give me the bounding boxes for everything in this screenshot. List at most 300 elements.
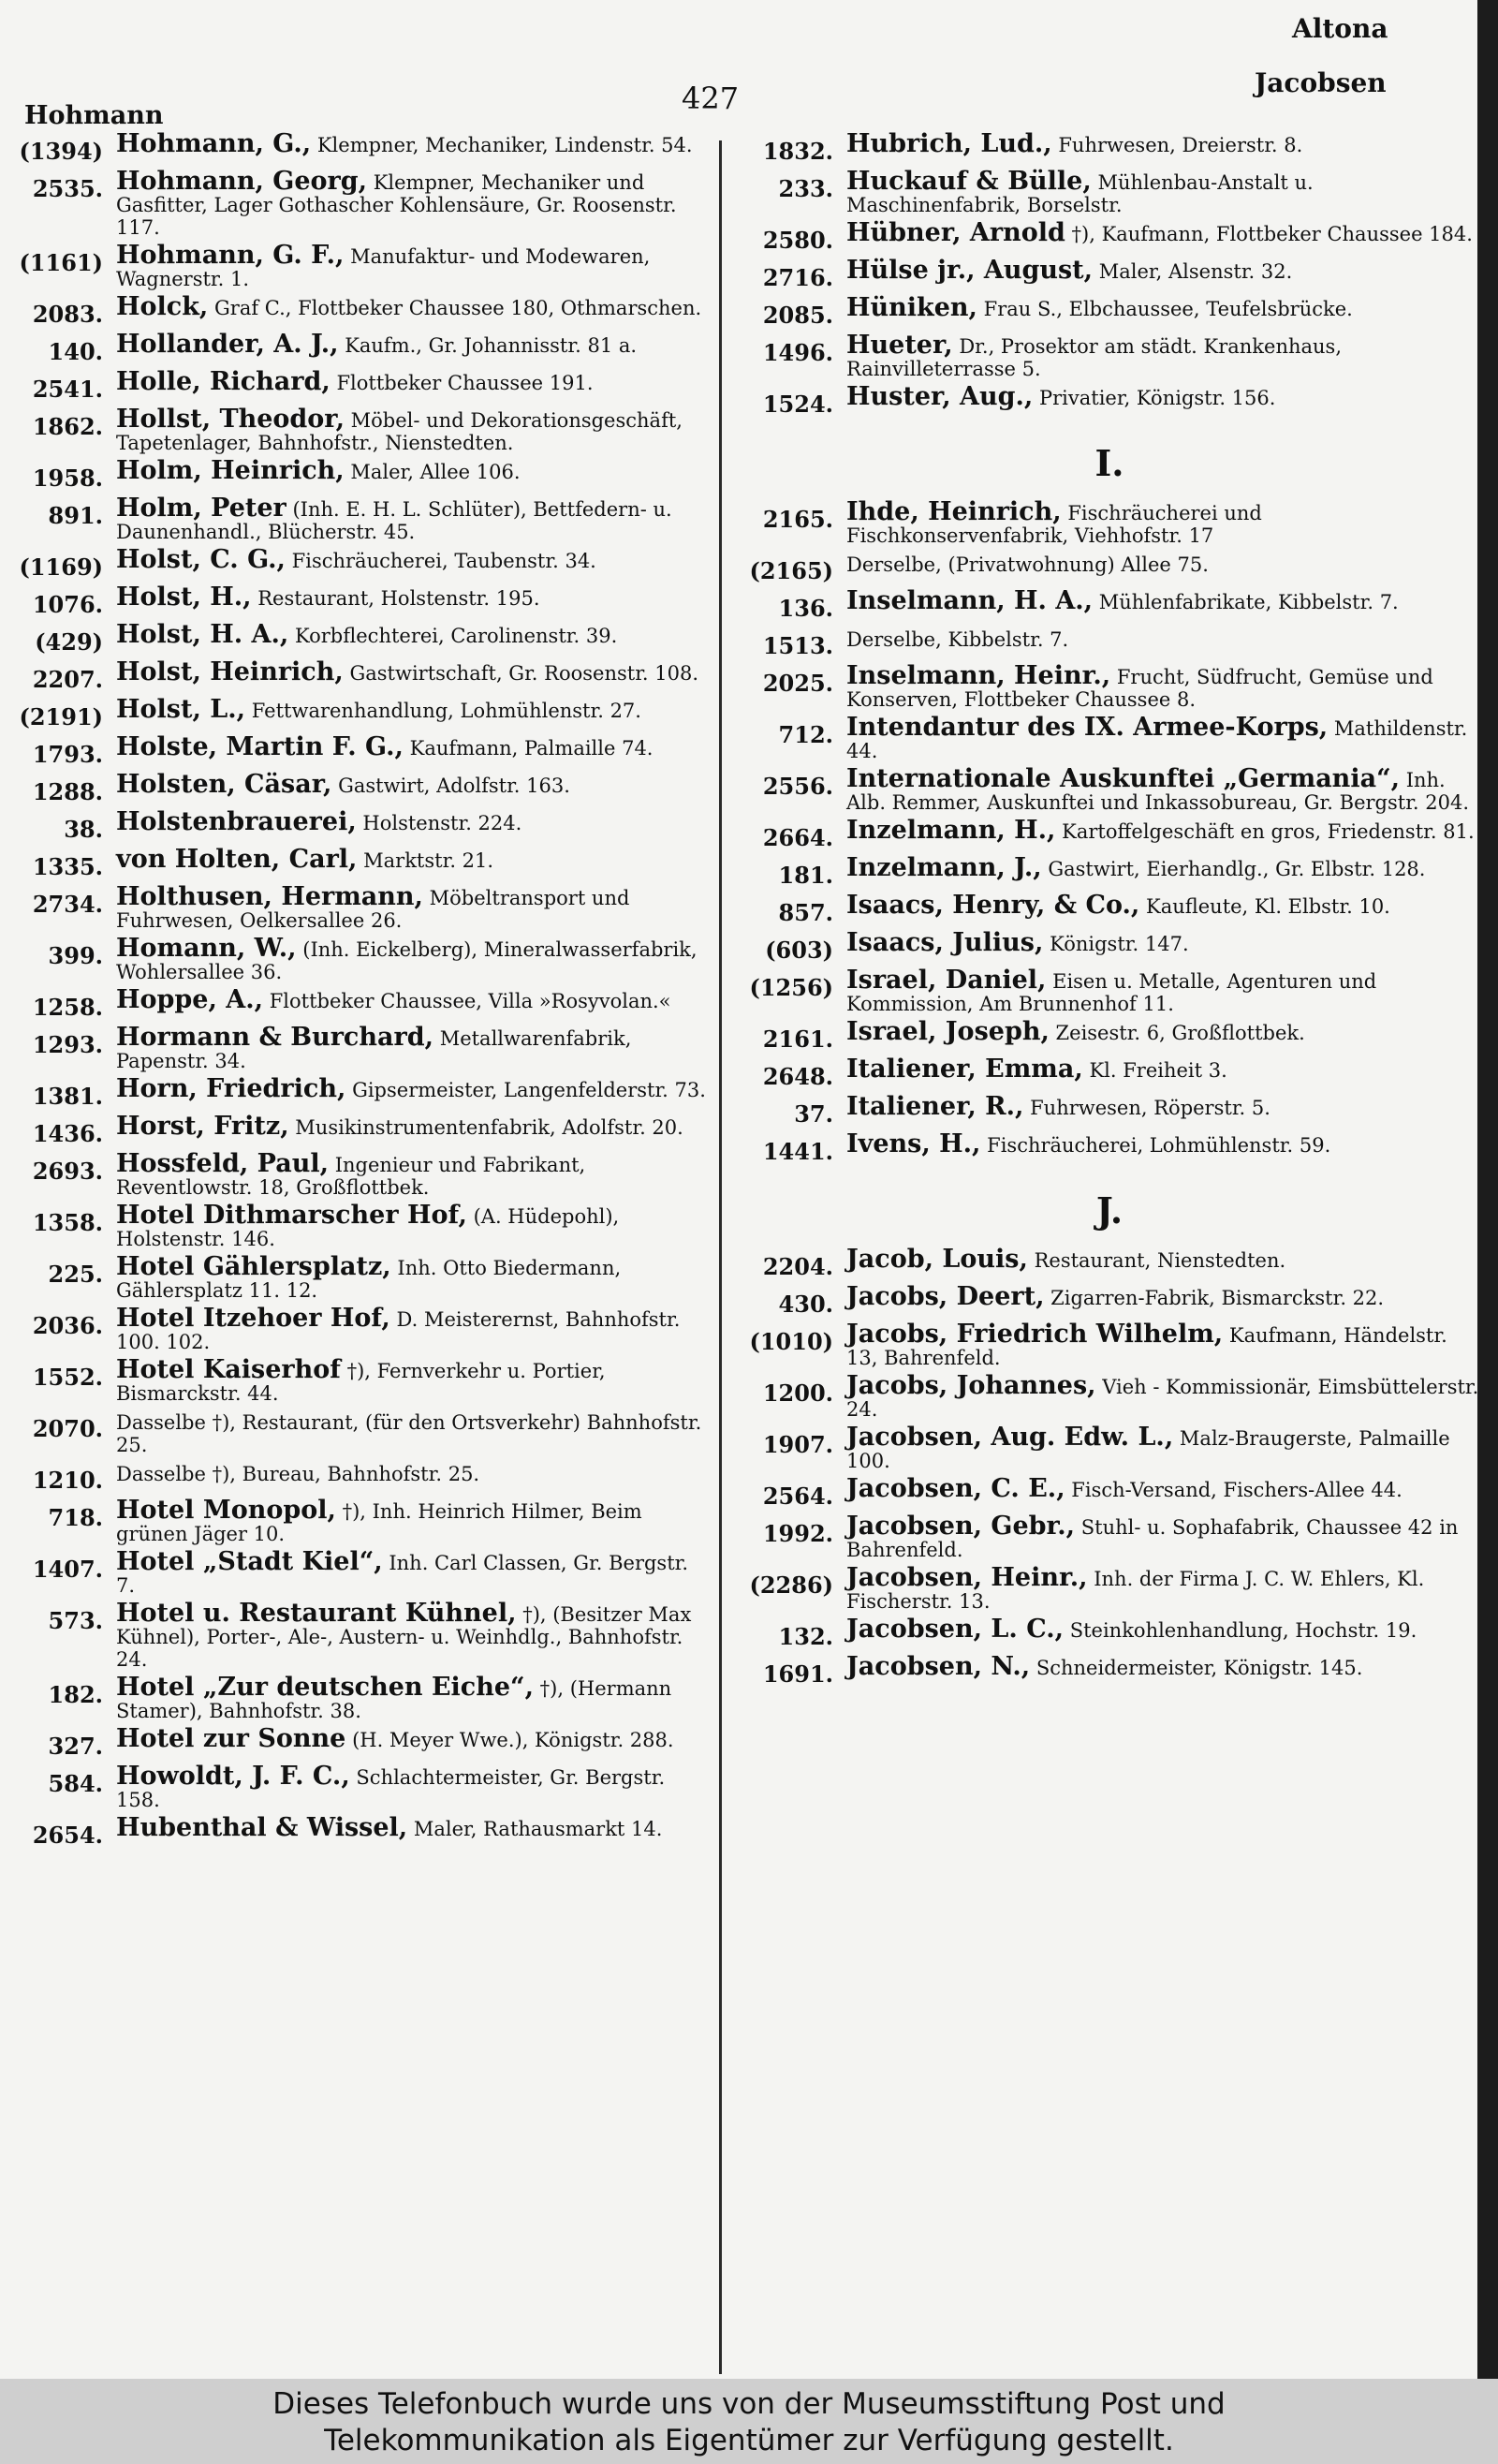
directory-entry [740,1017,1479,1053]
phone-number: 38. [64,816,103,843]
entry-text [116,620,712,649]
phone-number: (1161) [19,249,103,276]
entries-i [740,497,1479,1165]
entry-text [846,1017,1479,1046]
directory-entry [9,882,712,932]
subscriber-details: Korbflechterei, Carolinenstr. 39. [295,625,618,647]
subscriber-details: Gastwirt, Adolfstr. 163. [338,775,570,797]
phone-number: 2165. [762,506,833,533]
entry-text [116,1673,712,1722]
entry-text [116,1496,712,1545]
entry-text [846,1055,1479,1084]
subscriber-name: Hollst, Theodor, [116,405,345,434]
header-left-keyword: Hohmann [24,101,164,130]
phone-number: (1010) [749,1328,833,1355]
directory-entry [9,1410,712,1456]
directory-entry [9,1304,712,1353]
subscriber-details: Mühlenfabrikate, Kibbelstr. 7. [1098,591,1399,613]
directory-entry [9,1673,712,1722]
directory-entry [740,1092,1479,1128]
entry-text [846,764,1479,814]
scan-edge [1477,0,1498,2379]
directory-entry [9,129,712,165]
entry-text [846,1371,1479,1421]
subscriber-details: (A. Hüdepohl), Holstenstr. 146. [116,1205,620,1250]
directory-entry [740,891,1479,926]
subscriber-name: Isaacs, Julius, [846,928,1044,957]
directory-entry [740,764,1479,814]
phone-number: 1513. [762,632,833,659]
subscriber-name: Hotel Gählersplatz, [116,1252,391,1281]
phone-number: 136. [778,595,833,622]
phone-number: 1200. [762,1380,833,1407]
phone-number: 2085. [762,302,833,329]
entry-text [116,1023,712,1072]
subscriber-name: Hueter, [846,331,953,360]
left-column [9,129,712,1854]
directory-entry [740,713,1479,762]
entry-text [846,1652,1479,1681]
entry-text [116,732,712,761]
subscriber-name: Hubrich, Lud., [846,129,1052,158]
entry-text [116,985,712,1014]
entry-text [846,497,1479,547]
directory-entry [740,1245,1479,1280]
directory-entry [740,1055,1479,1090]
subscriber-name: Holst, C. G., [116,545,286,574]
directory-entry [740,1282,1479,1318]
subscriber-name: Holst, Heinrich, [116,657,344,686]
entry-text [846,1282,1479,1311]
subscriber-name: Holst, H., [116,583,252,612]
subscriber-name: Holst, H. A., [116,620,289,649]
subscriber-name: Horn, Friedrich, [116,1074,346,1103]
phone-number: 1210. [32,1467,103,1494]
directory-entry [9,241,712,290]
entry-text [846,553,1479,576]
subscriber-name: Italiener, R., [846,1092,1024,1121]
entry-text [846,1245,1479,1274]
footer-line-1: Dieses Telefonbuch wurde uns von der Museumsstiftung Post und [272,2387,1226,2421]
phone-number: 2654. [32,1822,103,1849]
subscriber-details: Frucht, Südfrucht, Gemüse und Konserven, Flottbeker Chaussee 8. [846,666,1433,711]
phone-number: 1832. [762,138,833,165]
entry-text [116,1304,712,1353]
subscriber-details: Flottbeker Chaussee 191. [336,372,594,394]
directory-entry [740,1129,1479,1165]
phone-number: 2564. [762,1483,833,1510]
subscriber-details: Inh. der Firma J. C. W. Ehlers, Kl. Fischerstr. 13. [846,1568,1425,1613]
subscriber-details: Inh. Carl Classen, Gr. Bergstr. 7. [116,1552,689,1597]
subscriber-details: Gastwirtschaft, Gr. Roosenstr. 108. [349,662,699,685]
subscriber-details: Frau S., Elbchaussee, Teufelsbrücke. [983,298,1353,320]
directory-entry [9,807,712,843]
subscriber-details: Fischräucherei, Lohmühlenstr. 59. [987,1134,1331,1157]
subscriber-details: Möbeltransport und Fuhrwesen, Oelkersallee 26. [116,887,630,932]
directory-entry [9,934,712,983]
phone-number: 1691. [762,1660,833,1688]
entry-text [846,382,1479,411]
subscriber-name: Jacobs, Friedrich Wilhelm, [846,1320,1224,1349]
subscriber-name: Holthusen, Hermann, [116,882,423,911]
phone-number: 1907. [762,1431,833,1458]
subscriber-details: Fuhrwesen, Röperstr. 5. [1030,1097,1270,1119]
entry-text [846,167,1479,216]
phone-number: 1335. [32,853,103,880]
phone-number: (2191) [19,703,103,730]
phone-number: 2204. [762,1253,833,1280]
directory-entry [740,1652,1479,1688]
phone-number: 712. [778,721,833,748]
entry-text [116,1762,712,1811]
directory-entry [740,256,1479,291]
entry-text [846,1320,1479,1369]
phone-number: 2541. [32,376,103,403]
header-right-keyword: Jacobsen [1255,67,1387,98]
subscriber-name: Jacobsen, Heinr., [846,1563,1088,1592]
entry-text [116,1462,712,1485]
subscriber-name: Isaacs, Henry, & Co., [846,891,1140,920]
subscriber-details: Fettwarenhandlung, Lohmühlenstr. 27. [251,700,641,722]
subscriber-name: Holle, Richard, [116,367,330,396]
directory-entry [9,1762,712,1811]
entry-text [116,129,712,158]
directory-entry [9,695,712,730]
directory-entry [9,167,712,239]
entries-h [740,129,1479,418]
phone-number: 1381. [32,1083,103,1110]
subscriber-details: Inh. Otto Biedermann, Gählersplatz 11. 12. [116,1257,622,1302]
entry-text [846,891,1479,920]
phone-number: 1358. [32,1209,103,1236]
entry-text [116,583,712,612]
subscriber-name: Hohmann, G., [116,129,312,158]
entry-text [116,167,712,239]
directory-entry [9,1462,712,1494]
directory-entry [9,367,712,403]
subscriber-name: Hotel u. Restaurant Kühnel, [116,1599,517,1628]
subscriber-details: Eisen u. Metalle, Agenturen und Kommission, Am Brunnenhof 11. [846,970,1377,1015]
entry-text [846,1563,1479,1613]
phone-number: 132. [778,1623,833,1650]
subscriber-details: †), (Besitzer Max Kühnel), Porter-, Ale-, Austern- u. Weinhdlg., Bahnhofstr. 24. [116,1603,692,1671]
phone-number: 140. [48,338,103,365]
entry-text [116,1201,712,1250]
directory-entry [9,1112,712,1147]
subscriber-name: Huckauf & Bülle, [846,167,1092,196]
directory-entry [9,1547,712,1597]
subscriber-details: Dasselbe †), Restaurant, (für den Ortsverkehr) Bahnhofstr. 25. [116,1411,702,1456]
phone-number: 1793. [32,741,103,768]
subscriber-details: Steinkohlenhandlung, Hochstr. 19. [1069,1619,1417,1642]
directory-entry [740,928,1479,964]
phone-number: 1524. [762,391,833,418]
directory-entry [9,1813,712,1849]
subscriber-name: Hubenthal & Wissel, [116,1813,408,1842]
subscriber-name: Jacobs, Johannes, [846,1371,1096,1400]
phone-number: 1258. [32,994,103,1021]
subscriber-name: Hohmann, G. F., [116,241,345,270]
subscriber-name: Holst, L., [116,695,246,724]
entry-text [116,241,712,290]
phone-number: 327. [48,1733,103,1760]
subscriber-details: Zeisestr. 6, Großflottbek. [1055,1022,1305,1044]
subscriber-name: Holm, Heinrich, [116,456,345,485]
phone-number: (429) [35,628,103,656]
subscriber-details: (H. Meyer Wwe.), Königstr. 288. [352,1729,674,1751]
entry-text [846,1423,1479,1472]
subscriber-details: Dasselbe †), Bureau, Bahnhofstr. 25. [116,1463,480,1485]
directory-entry [9,456,712,492]
subscriber-details: Kl. Freiheit 3. [1089,1059,1227,1082]
directory-entry [740,331,1479,380]
phone-number: 225. [48,1261,103,1288]
entry-text [116,292,712,321]
subscriber-details: Marktstr. 21. [363,849,494,872]
subscriber-name: Israel, Daniel, [846,966,1047,995]
phone-number: 1862. [32,413,103,440]
subscriber-name: Homann, W., [116,934,297,963]
entry-text [846,661,1479,711]
phone-number: (603) [765,937,833,964]
entry-text [846,586,1479,615]
subscriber-details: Gastwirt, Eierhandlg., Gr. Elbstr. 128. [1048,858,1426,880]
directory-entry [740,382,1479,418]
phone-number: (1256) [749,974,833,1001]
subscriber-details: Maler, Alsenstr. 32. [1098,260,1293,283]
phone-number: 37. [794,1100,833,1128]
directory-entry [740,816,1479,851]
subscriber-name: von Holten, Carl, [116,845,358,874]
subscriber-details: Königstr. 147. [1050,933,1189,955]
phone-number: 1288. [32,778,103,805]
directory-entry [740,497,1479,547]
phone-number: 718. [48,1504,103,1531]
directory-entry [9,1355,712,1405]
column-divider [719,140,722,2374]
subscriber-name: Jacob, Louis, [846,1245,1028,1274]
entry-text [116,1599,712,1671]
subscriber-details: Kartoffelgeschäft en gros, Friedenstr. 81. [1062,820,1475,843]
subscriber-name: Hotel „Stadt Kiel“, [116,1547,383,1576]
entry-text [846,966,1479,1015]
subscriber-name: Intendantur des IX. Armee-Korps, [846,713,1329,742]
phone-number: 2161. [762,1025,833,1053]
phone-number: 182. [48,1681,103,1708]
phone-number: 1076. [32,591,103,618]
phone-number: 891. [48,502,103,529]
subscriber-details: (Inh. Eickelberg), Mineralwasserfabrik, Wohlersallee 36. [116,938,698,983]
subscriber-details: Schneidermeister, Königstr. 145. [1035,1657,1363,1679]
directory-entry [9,732,712,768]
phone-number: 2664. [762,824,833,851]
subscriber-name: Ihde, Heinrich, [846,497,1062,526]
entry-text [116,405,712,454]
directory-entry [9,292,712,328]
subscriber-details: †), Fernverkehr u. Portier, Bismarckstr. 44. [116,1360,606,1405]
directory-entry [9,1724,712,1760]
directory-entry [9,1074,712,1110]
subscriber-details: Malz-Braugerste, Palmaille 100. [846,1427,1450,1472]
directory-entry [9,845,712,880]
subscriber-details: Mühlenbau-Anstalt u. Maschinenfabrik, Borselstr. [846,171,1314,216]
entry-text [116,494,712,543]
subscriber-name: Hotel Monopol, [116,1496,336,1525]
subscriber-details: Mathildenstr. 44. [846,717,1468,762]
entry-text [116,807,712,836]
directory-entry [9,1023,712,1072]
directory-entry [740,586,1479,622]
subscriber-name: Jacobs, Deert, [846,1282,1045,1311]
entry-text [116,367,712,396]
subscriber-details: Privatier, Königstr. 156. [1039,387,1276,409]
phone-number: 1992. [762,1520,833,1547]
phone-number: 2535. [32,175,103,202]
subscriber-name: Ivens, H., [846,1129,981,1158]
subscriber-details: Klempner, Mechaniker, Lindenstr. 54. [316,134,693,156]
directory-entry [740,1320,1479,1369]
subscriber-details: Kaufleute, Kl. Elbstr. 10. [1146,895,1390,918]
directory-entry [740,627,1479,659]
subscriber-details: Ingenieur und Fabrikant, Reventlowstr. 18, Großflottbek. [116,1154,586,1199]
subscriber-details: Vieh - Kommissionär, Eimsbüttelerstr. 24. [846,1376,1479,1421]
entry-text [846,256,1479,285]
subscriber-name: Hüniken, [846,293,977,322]
phone-number: 1496. [762,339,833,366]
entry-text [846,1129,1479,1158]
phone-number: 2693. [32,1158,103,1185]
phone-number: 2025. [762,670,833,697]
phone-number: 573. [48,1607,103,1634]
subscriber-details: Zigarren-Fabrik, Bismarckstr. 22. [1050,1287,1385,1309]
entry-text [116,934,712,983]
subscriber-details: Graf C., Flottbeker Chaussee 180, Othmarschen. [214,297,702,319]
subscriber-details: Fuhrwesen, Dreierstr. 8. [1058,134,1303,156]
subscriber-details: Flottbeker Chaussee, Villa »Rosyvolan.« [269,990,671,1012]
phone-number: 399. [48,942,103,969]
directory-entry [740,218,1479,254]
entry-text [116,330,712,359]
subscriber-name: Jacobsen, N., [846,1652,1031,1681]
directory-entry [9,985,712,1021]
subscriber-name: Jacobsen, Gebr., [846,1512,1076,1541]
subscriber-name: Israel, Joseph, [846,1017,1050,1046]
directory-entry [740,1423,1479,1472]
phone-number: (1169) [19,553,103,581]
phone-number: 1293. [32,1031,103,1058]
subscriber-name: Holm, Peter [116,494,286,523]
directory-entry [740,853,1479,889]
directory-entry [740,1512,1479,1561]
directory-entry [740,167,1479,216]
directory-entry [9,1252,712,1302]
phone-number: 1958. [32,465,103,492]
subscriber-details: †), Kaufmann, Flottbeker Chaussee 184. [1071,223,1473,245]
entry-text [116,1252,712,1302]
subscriber-name: Hoppe, A., [116,985,264,1014]
subscriber-details: Manufaktur- und Modewaren, Wagnerstr. 1. [116,245,651,290]
phone-number: 2207. [32,666,103,693]
subscriber-name: Hormann & Burchard, [116,1023,433,1052]
phone-number: 1552. [32,1364,103,1391]
entry-text [116,545,712,574]
subscriber-name: Holstenbrauerei, [116,807,357,836]
subscriber-details: Fischräucherei und Fischkonservenfabrik, Viehhofstr. 17 [846,502,1262,547]
subscriber-details: Restaurant, Nienstedten. [1034,1249,1286,1272]
subscriber-name: Horst, Fritz, [116,1112,289,1141]
footer-line-2: Telekommunikation als Eigentümer zur Verfügung gestellt. [324,2424,1174,2457]
entry-text [116,1074,712,1103]
directory-entry [9,330,712,365]
directory-entry [9,620,712,656]
phone-number: (1394) [19,138,103,165]
entry-text [116,1410,712,1456]
directory-entry [740,553,1479,584]
subscriber-details: †), (Hermann Stamer), Bahnhofstr. 38. [116,1677,672,1722]
subscriber-name: Huster, Aug., [846,382,1034,411]
subscriber-details: Musikinstrumentenfabrik, Adolfstr. 20. [295,1116,683,1139]
entry-text [846,218,1479,247]
directory-entry [740,966,1479,1015]
directory-entry [740,129,1479,165]
subscriber-details: Fisch-Versand, Fischers-Allee 44. [1071,1479,1403,1501]
directory-entry [9,1149,712,1199]
phone-number: 2070. [32,1415,103,1442]
directory-entry [9,405,712,454]
subscriber-details: Klempner, Mechaniker und Gasfitter, Lager Gothascher Kohlensäure, Gr. Roosenstr. 117. [116,171,677,239]
entry-text [846,627,1479,651]
subscriber-details: Maler, Allee 106. [350,461,521,483]
subscriber-name: Holste, Martin F. G., [116,732,404,761]
header-city: Altona [1292,13,1388,44]
entry-text [846,129,1479,158]
phone-number: 857. [778,899,833,926]
phone-number: 1441. [762,1138,833,1165]
phone-number: (2165) [749,557,833,584]
subscriber-details: Kaufmann, Händelstr. 13, Bahrenfeld. [846,1324,1447,1369]
entry-text [116,695,712,724]
subscriber-name: Jacobsen, L. C., [846,1615,1065,1644]
phone-number: 181. [778,862,833,889]
phone-number: 2036. [32,1312,103,1339]
subscriber-name: Hotel Dithmarscher Hof, [116,1201,467,1230]
subscriber-name: Hohmann, Georg, [116,167,368,196]
subscriber-name: Hossfeld, Paul, [116,1149,330,1178]
subscriber-details: Restaurant, Holstenstr. 195. [257,587,540,610]
phone-number: 1407. [32,1556,103,1583]
directory-entry [9,545,712,581]
entry-text [116,1813,712,1842]
subscriber-name: Jacobsen, Aug. Edw. L., [846,1423,1174,1452]
directory-entry [740,1615,1479,1650]
entry-text [846,1512,1479,1561]
directory-entry [740,293,1479,329]
phone-number: (2286) [749,1571,833,1599]
subscriber-details: Stuhl- u. Sophafabrik, Chaussee 42 in Bahrenfeld. [846,1516,1459,1561]
entry-text [116,456,712,485]
directory-entry [9,494,712,543]
entry-text [846,853,1479,882]
phone-number: 2580. [762,227,833,254]
subscriber-name: Holck, [116,292,209,321]
subscriber-details: Derselbe, (Privatwohnung) Allee 75. [846,553,1209,576]
subscriber-details: D. Meisterernst, Bahnhofstr. 100. 102. [116,1308,681,1353]
entry-text [116,1112,712,1141]
directory-entry [9,1201,712,1250]
entry-text [846,816,1479,845]
subscriber-details: Fischräucherei, Taubenstr. 34. [291,550,596,572]
subscriber-details: Kaufmann, Palmaille 74. [409,737,654,760]
